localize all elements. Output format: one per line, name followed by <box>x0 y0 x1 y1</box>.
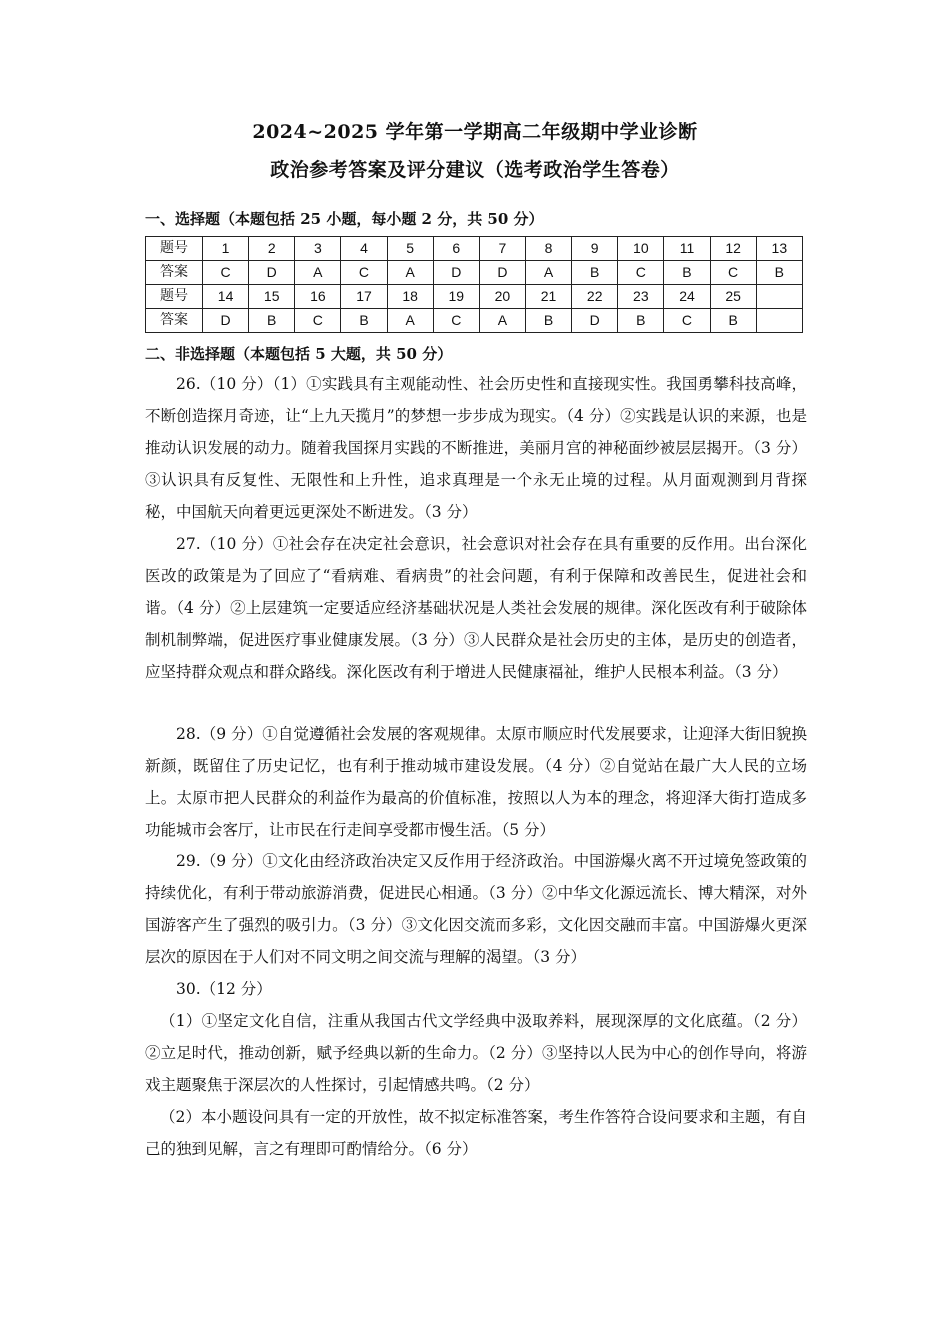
answer-cell: D <box>479 261 525 285</box>
table-row <box>146 309 803 333</box>
question-number: 7 <box>479 237 525 261</box>
answer-cell: A <box>387 261 433 285</box>
question-number: 24 <box>664 285 710 309</box>
answer-cell: B <box>525 309 571 333</box>
table-row <box>146 285 803 309</box>
answer-q30-part2: （2）本小题设问具有一定的开放性，故不拟定标准答案，考生作答符合设问要求和主题，有自己的独到见解，言之有理即可酌情给分。（6 分） <box>145 1108 807 1158</box>
answer-cell: A <box>295 261 341 285</box>
question-number: 2 <box>249 237 295 261</box>
question-number: 12 <box>710 237 756 261</box>
question-number: 22 <box>572 285 618 309</box>
answer-cell: D <box>433 261 479 285</box>
answer-cell: C <box>618 261 664 285</box>
table-row <box>146 237 803 261</box>
answer-cell: C <box>664 309 710 333</box>
question-number: 8 <box>525 237 571 261</box>
question-number: 20 <box>479 285 525 309</box>
row-label: 答案 <box>146 261 203 285</box>
question-number: 9 <box>572 237 618 261</box>
question-number: 17 <box>341 285 387 309</box>
document-title: 2024~2025 学年第一学期高二年级期中学业诊断 <box>252 121 698 143</box>
answer-q30-part1: （1）①坚定文化自信，注重从我国古代文学经典中汲取养料，展现深厚的文化底蕴。（2 分）②立足时代，推动创新，赋予经典以新的生命力。（2 分）③坚持以人民为中心的创作导向，将游戏主题聚焦于深层次的人性探讨，引起情感共鸣。（2 分） <box>145 1012 807 1094</box>
answer-q26: 26.（10 分）（1）①实践具有主观能动性、社会历史性和直接现实性。我国勇攀科技高峰，不断创造探月奇迹，让“上九天揽月”的梦想一步步成为现实。（4 分）②实践是认识的来源，也是推动认识发展的动力。随着我国探月实践的不断推进，美丽月宫的神秘面纱被层层揭开。（3 分）③认识具有反复性、无限性和上升性，追求真理是一个永无止境的过程。从月面观测到月背探秘，中国航天向着更远更深处不断进发。（3 分） <box>145 375 807 521</box>
question-number: 14 <box>203 285 249 309</box>
answer-cell: D <box>249 261 295 285</box>
answer-cell: A <box>479 309 525 333</box>
row-label: 题号 <box>146 237 203 261</box>
answer-q29: 29.（9 分）①文化由经济政治决定又反作用于经济政治。中国游爆火离不开过境免签政策的持续优化，有利于带动旅游消费，促进民心相通。（3 分）②中华文化源远流长、博大精深，对外国游客产生了强烈的吸引力。（3 分）③文化因交流而多彩，文化因交融而丰富。中国游爆火更深层次的原因在于人们对不同文明之间交流与理解的渴望。（3 分） <box>145 852 807 966</box>
answer-cell: B <box>756 261 802 285</box>
answer-cell: B <box>664 261 710 285</box>
question-number: 13 <box>756 237 802 261</box>
answer-cell: B <box>572 261 618 285</box>
answer-cell: A <box>525 261 571 285</box>
row-label: 答案 <box>146 309 203 333</box>
answer-q30-heading: 30.（12 分） <box>176 980 272 998</box>
answer-cell: C <box>203 261 249 285</box>
question-number: 25 <box>710 285 756 309</box>
answer-cell: B <box>249 309 295 333</box>
question-number: 6 <box>433 237 479 261</box>
answer-cell: C <box>341 261 387 285</box>
answer-cell: B <box>341 309 387 333</box>
question-number: 11 <box>664 237 710 261</box>
question-number: 10 <box>618 237 664 261</box>
question-number: 21 <box>525 285 571 309</box>
answer-cell: C <box>433 309 479 333</box>
document-subtitle: 政治参考答案及评分建议（选考政治学生答卷） <box>270 159 680 181</box>
question-number: 16 <box>295 285 341 309</box>
question-number: 1 <box>203 237 249 261</box>
section-heading-choice: 一、选择题（本题包括 25 小题，每小题 2 分，共 50 分） <box>145 210 544 228</box>
row-label: 题号 <box>146 285 203 309</box>
answer-q28: 28.（9 分）①自觉遵循社会发展的客观规律。太原市顺应时代发展要求，让迎泽大街旧貌换新颜，既留住了历史记忆，也有利于推动城市建设发展。（4 分）②自觉站在最广大人民的立场上。太原市把人民群众的利益作为最高的价值标准，按照以人为本的理念，将迎泽大街打造成多功能城市会客厅，让市民在行走间享受都市慢生活。（5 分） <box>145 725 807 839</box>
question-number: 5 <box>387 237 433 261</box>
question-number <box>756 285 802 309</box>
answer-cell: C <box>295 309 341 333</box>
answer-cell: C <box>710 261 756 285</box>
question-number: 19 <box>433 285 479 309</box>
section-heading-essay: 二、非选择题（本题包括 5 大题，共 50 分） <box>145 345 453 363</box>
answer-q27: 27.（10 分）①社会存在决定社会意识，社会意识对社会存在具有重要的反作用。出台深化医改的政策是为了回应了“看病难、看病贵”的社会问题，有利于保障和改善民生，促进社会和谐。（4 分）②上层建筑一定要适应经济基础状况是人类社会发展的规律。深化医改有利于破除体制机制弊端，促进医疗事业健康发展。（3 分）③人民群众是社会历史的主体，是历史的创造者，应坚持群众观点和群众路线。深化医改有利于增进人民健康福祉，维护人民根本利益。（3 分） <box>145 535 807 681</box>
question-number: 15 <box>249 285 295 309</box>
question-number: 4 <box>341 237 387 261</box>
answer-cell: B <box>618 309 664 333</box>
question-number: 23 <box>618 285 664 309</box>
answer-cell: D <box>203 309 249 333</box>
question-number: 18 <box>387 285 433 309</box>
table-row <box>146 261 803 285</box>
answer-cell: B <box>710 309 756 333</box>
answer-cell: D <box>572 309 618 333</box>
answer-cell: A <box>387 309 433 333</box>
answer-table <box>145 236 803 333</box>
question-number: 3 <box>295 237 341 261</box>
answer-cell <box>756 309 802 333</box>
